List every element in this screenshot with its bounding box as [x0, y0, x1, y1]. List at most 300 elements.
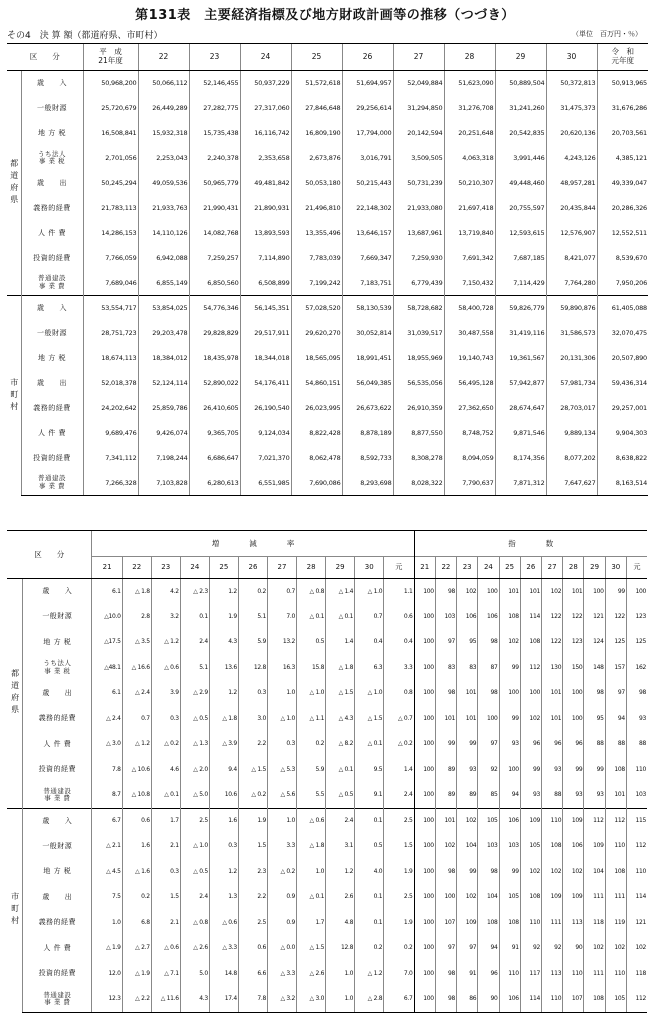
rate-cell: 0.4: [384, 630, 414, 656]
rate-year-header: 25: [209, 557, 238, 579]
rate-cell: 1.0: [267, 681, 296, 707]
index-cell: 100: [435, 885, 456, 911]
value-cell: 8,293,698: [342, 471, 393, 496]
index-cell: 106: [499, 808, 520, 834]
index-cell: 108: [499, 604, 520, 630]
value-cell: 57,981,734: [546, 371, 597, 396]
rate-cell: △ 0.0: [267, 936, 296, 962]
index-cell: 94: [478, 936, 499, 962]
row-label: うち法人 事 業 税: [23, 655, 92, 681]
value-cell: 29,517,911: [240, 321, 291, 346]
rate-cell: 1.3: [209, 885, 238, 911]
rate-cell: 3.9: [151, 681, 180, 707]
index-cell: 97: [605, 681, 626, 707]
index-cell: 88: [541, 783, 562, 809]
rate-cell: △ 1.2: [122, 732, 151, 758]
rate-cell: 7.5: [92, 885, 122, 911]
value-cell: 20,755,597: [495, 196, 546, 221]
rate-cell: △ 1.0: [297, 681, 326, 707]
value-cell: 2,240,378: [189, 146, 240, 171]
value-cell: 26,190,540: [240, 396, 291, 421]
table-row: [7, 446, 648, 471]
rate-cell: 2.5: [384, 885, 414, 911]
rate-cell: △ 1.2: [151, 630, 180, 656]
table-row: [7, 471, 648, 496]
value-cell: 3,991,446: [495, 146, 546, 171]
index-cell: 98: [435, 579, 456, 605]
year-header: 令 和 元年度: [597, 44, 648, 71]
index-cell: 101: [435, 808, 456, 834]
value-cell: 49,481,842: [240, 171, 291, 196]
table-row: [7, 396, 648, 421]
index-cell: 121: [584, 604, 605, 630]
value-cell: 21,890,931: [240, 196, 291, 221]
index-cell: 98: [478, 630, 499, 656]
rate-year-header: 30: [355, 557, 384, 579]
rate-cell: △ 0.1: [326, 757, 355, 783]
group-label: 市町村: [7, 296, 21, 496]
index-cell: 94: [499, 783, 520, 809]
table-row: [7, 987, 647, 1013]
index-cell: 114: [520, 604, 541, 630]
rate-cell: △ 0.6: [151, 655, 180, 681]
index-cell: 100: [414, 630, 435, 656]
table-row: [7, 681, 647, 707]
value-cell: 29,257,001: [597, 396, 648, 421]
row-label: 歳 入: [21, 71, 83, 96]
table-row: [7, 296, 648, 321]
rate-cell: 0.3: [267, 732, 296, 758]
value-cell: 8,028,322: [393, 471, 444, 496]
rate-cell: △ 11.6: [151, 987, 180, 1013]
rate-cell: 0.3: [151, 706, 180, 732]
rate-cell: 0.1: [180, 604, 209, 630]
value-cell: 48,957,281: [546, 171, 597, 196]
value-cell: 7,764,280: [546, 271, 597, 296]
rate-cell: △ 1.8: [326, 655, 355, 681]
value-cell: 21,990,431: [189, 196, 240, 221]
value-cell: 12,576,907: [546, 221, 597, 246]
index-cell: 98: [626, 681, 647, 707]
value-cell: 6,551,985: [240, 471, 291, 496]
value-cell: 49,059,536: [138, 171, 189, 196]
index-cell: 123: [626, 604, 647, 630]
rate-cell: 0.6: [384, 604, 414, 630]
index-cell: 105: [499, 885, 520, 911]
value-cell: 21,496,810: [291, 196, 342, 221]
rate-cell: △ 3.5: [122, 630, 151, 656]
value-cell: 7,783,039: [291, 246, 342, 271]
year-header: 22: [138, 44, 189, 71]
index-cell: 89: [457, 783, 478, 809]
row-label: 人 件 費: [23, 936, 92, 962]
rate-cell: 2.4: [180, 630, 209, 656]
index-cell: 98: [435, 987, 456, 1013]
value-cell: 26,910,359: [393, 396, 444, 421]
rate-cell: 1.9: [209, 604, 238, 630]
index-cell: 102: [563, 859, 584, 885]
value-cell: 21,933,080: [393, 196, 444, 221]
value-cell: 58,130,539: [342, 296, 393, 321]
index-year-header: 25: [499, 557, 520, 579]
value-cell: 52,049,884: [393, 71, 444, 96]
rate-cell: △17.5: [92, 630, 122, 656]
value-cell: 29,203,478: [138, 321, 189, 346]
value-cell: 27,317,060: [240, 96, 291, 121]
row-label: 地 方 税: [21, 121, 83, 146]
value-cell: 31,039,517: [393, 321, 444, 346]
value-cell: 7,669,347: [342, 246, 393, 271]
index-cell: 96: [478, 961, 499, 987]
rate-cell: △ 4.3: [326, 706, 355, 732]
rate-cell: 2.3: [238, 859, 267, 885]
rate-cell: △ 1.5: [355, 706, 384, 732]
rate-cell: 0.9: [267, 910, 296, 936]
rate-year-header: 22: [122, 557, 151, 579]
value-cell: 26,449,289: [138, 96, 189, 121]
index-year-header: 29: [584, 557, 605, 579]
rate-cell: △ 7.1: [151, 961, 180, 987]
value-cell: 59,436,314: [597, 371, 648, 396]
value-cell: 26,673,622: [342, 396, 393, 421]
value-cell: 16,809,190: [291, 121, 342, 146]
index-cell: 112: [605, 808, 626, 834]
index-cell: 114: [626, 885, 647, 911]
table-row: [7, 271, 648, 296]
index-cell: 103: [435, 604, 456, 630]
value-cell: 7,259,257: [189, 246, 240, 271]
rate-cell: △ 2.4: [92, 706, 122, 732]
value-cell: 12,593,615: [495, 221, 546, 246]
row-label: 投資的経費: [21, 246, 83, 271]
value-cell: 52,124,114: [138, 371, 189, 396]
index-cell: 157: [605, 655, 626, 681]
rate-cell: 1.0: [297, 859, 326, 885]
rate-cell: 6.1: [92, 579, 122, 605]
rate-cell: 5.1: [238, 604, 267, 630]
rate-cell: △ 2.4: [122, 681, 151, 707]
value-cell: 50,245,294: [83, 171, 138, 196]
value-cell: 6,779,439: [393, 271, 444, 296]
value-cell: 21,783,113: [83, 196, 138, 221]
table-row: [7, 196, 648, 221]
rate-cell: 1.0: [326, 961, 355, 987]
value-cell: 20,251,648: [444, 121, 495, 146]
year-header: 24: [240, 44, 291, 71]
row-label: 普通建設 事 業 費: [21, 471, 83, 496]
value-cell: 7,259,930: [393, 246, 444, 271]
value-cell: 9,124,034: [240, 421, 291, 446]
value-cell: 4,243,126: [546, 146, 597, 171]
index-cell: 98: [478, 859, 499, 885]
table-row: [7, 706, 647, 732]
rate-cell: 9.1: [355, 783, 384, 809]
value-cell: 29,828,829: [189, 321, 240, 346]
rate-cell: 2.4: [384, 783, 414, 809]
value-cell: 28,751,723: [83, 321, 138, 346]
rate-cell: △ 0.1: [297, 885, 326, 911]
rate-cell: 4.3: [180, 987, 209, 1013]
rate-cell: 0.7: [122, 706, 151, 732]
index-year-header: 21: [414, 557, 435, 579]
table-row: [7, 757, 647, 783]
index-cell: 89: [435, 783, 456, 809]
value-cell: 31,294,850: [393, 96, 444, 121]
index-cell: 100: [563, 706, 584, 732]
value-cell: 13,355,496: [291, 221, 342, 246]
index-cell: 121: [626, 910, 647, 936]
rate-cell: 5.1: [180, 655, 209, 681]
rate-cell: △ 0.6: [151, 936, 180, 962]
rate-cell: △ 3.2: [267, 987, 296, 1013]
index-cell: 100: [414, 655, 435, 681]
value-cell: 20,507,890: [597, 346, 648, 371]
index-cell: 111: [541, 910, 562, 936]
row-label: 一般財源: [23, 604, 92, 630]
table-row: [7, 121, 648, 146]
value-cell: 7,766,059: [83, 246, 138, 271]
value-cell: 8,877,550: [393, 421, 444, 446]
value-cell: 56,145,351: [240, 296, 291, 321]
index-cell: 100: [499, 681, 520, 707]
index-cell: 102: [520, 859, 541, 885]
table-row: [7, 783, 647, 809]
value-cell: 50,066,112: [138, 71, 189, 96]
index-cell: 98: [435, 961, 456, 987]
rate-cell: 15.8: [297, 655, 326, 681]
rate-cell: △ 3.0: [297, 987, 326, 1013]
value-cell: 31,419,116: [495, 321, 546, 346]
value-cell: 7,950,206: [597, 271, 648, 296]
year-header: 29: [495, 44, 546, 71]
rate-cell: △ 1.2: [355, 961, 384, 987]
row-label: 普通建設 事 業 費: [23, 987, 92, 1013]
index-cell: 97: [435, 630, 456, 656]
rate-cell: △ 3.0: [92, 732, 122, 758]
row-label: 投資的経費: [23, 961, 92, 987]
rate-cell: 1.2: [209, 859, 238, 885]
index-cell: 108: [478, 910, 499, 936]
index-cell: 100: [563, 681, 584, 707]
index-cell: 83: [435, 655, 456, 681]
value-cell: 21,697,418: [444, 196, 495, 221]
rate-cell: 2.4: [326, 808, 355, 834]
value-cell: 7,647,627: [546, 471, 597, 496]
index-cell: 102: [457, 885, 478, 911]
rate-cell: 8.7: [92, 783, 122, 809]
value-cell: 18,991,451: [342, 346, 393, 371]
rate-cell: 1.7: [297, 910, 326, 936]
value-cell: 7,687,185: [495, 246, 546, 271]
row-label: 歳 入: [21, 296, 83, 321]
index-cell: 100: [520, 681, 541, 707]
index-cell: 101: [499, 579, 520, 605]
rate-cell: 0.9: [267, 885, 296, 911]
index-cell: 108: [584, 987, 605, 1013]
index-cell: 108: [605, 757, 626, 783]
value-cell: 49,339,047: [597, 171, 648, 196]
value-cell: 7,021,370: [240, 446, 291, 471]
rate-cell: 3.1: [326, 834, 355, 860]
value-cell: 51,694,957: [342, 71, 393, 96]
index-cell: 108: [605, 859, 626, 885]
value-cell: 6,686,647: [189, 446, 240, 471]
value-cell: 7,150,432: [444, 271, 495, 296]
value-cell: 49,448,460: [495, 171, 546, 196]
index-cell: 98: [478, 681, 499, 707]
table-row: [7, 834, 647, 860]
value-cell: 4,063,318: [444, 146, 495, 171]
rate-cell: △ 0.2: [267, 859, 296, 885]
value-cell: 30,052,814: [342, 321, 393, 346]
rate-cell: 2.8: [122, 604, 151, 630]
rate-cell: △ 0.8: [180, 910, 209, 936]
value-cell: 50,210,307: [444, 171, 495, 196]
value-cell: 29,256,614: [342, 96, 393, 121]
index-cell: 110: [541, 987, 562, 1013]
table-row: [7, 171, 648, 196]
row-label: 地 方 税: [23, 630, 92, 656]
row-label: 一般財源: [21, 321, 83, 346]
index-cell: 100: [414, 808, 435, 834]
growth-rate-index-table: [7, 530, 647, 1013]
value-cell: 20,435,844: [546, 196, 597, 221]
rate-year-header: 23: [151, 557, 180, 579]
value-cell: 4,385,121: [597, 146, 648, 171]
value-cell: 13,646,157: [342, 221, 393, 246]
index-cell: 122: [563, 604, 584, 630]
year-header: 23: [189, 44, 240, 71]
index-cell: 100: [478, 706, 499, 732]
index-cell: 112: [584, 808, 605, 834]
rate-cell: 12.8: [326, 936, 355, 962]
value-cell: 28,674,647: [495, 396, 546, 421]
value-cell: 31,475,373: [546, 96, 597, 121]
rate-cell: 5.9: [297, 757, 326, 783]
rate-cell: △ 8.2: [326, 732, 355, 758]
index-cell: 112: [626, 834, 647, 860]
table-row: [7, 71, 648, 96]
index-cell: 118: [626, 961, 647, 987]
value-cell: 6,508,899: [240, 271, 291, 296]
value-cell: 3,016,791: [342, 146, 393, 171]
index-cell: 91: [457, 961, 478, 987]
rate-cell: 1.0: [326, 987, 355, 1013]
value-cell: 20,620,136: [546, 121, 597, 146]
rate-cell: 12.0: [92, 961, 122, 987]
value-cell: 27,282,775: [189, 96, 240, 121]
index-cell: 103: [499, 834, 520, 860]
rate-cell: △ 1.8: [297, 834, 326, 860]
value-cell: 8,539,670: [597, 246, 648, 271]
year-header: 平 成 21年度: [83, 44, 138, 71]
value-cell: 9,365,705: [189, 421, 240, 446]
value-cell: 8,878,189: [342, 421, 393, 446]
rate-cell: 6.1: [92, 681, 122, 707]
rate-year-header: 29: [326, 557, 355, 579]
rate-cell: △ 1.1: [297, 706, 326, 732]
index-cell: 90: [563, 936, 584, 962]
index-cell: 96: [520, 732, 541, 758]
rate-cell: 4.2: [151, 579, 180, 605]
year-header: 25: [291, 44, 342, 71]
rate-year-header: 28: [297, 557, 326, 579]
table-row: [7, 885, 647, 911]
index-cell: 109: [457, 910, 478, 936]
value-cell: 20,542,835: [495, 121, 546, 146]
value-cell: 50,889,504: [495, 71, 546, 96]
index-cell: 99: [520, 757, 541, 783]
value-cell: 9,871,546: [495, 421, 546, 446]
row-label: 義務的経費: [21, 196, 83, 221]
index-cell: 101: [541, 681, 562, 707]
value-cell: 58,728,682: [393, 296, 444, 321]
index-cell: 100: [414, 859, 435, 885]
value-cell: 50,965,779: [189, 171, 240, 196]
row-label: 投資的経費: [21, 446, 83, 471]
index-cell: 124: [584, 630, 605, 656]
value-cell: 25,720,679: [83, 96, 138, 121]
rate-cell: 0.7: [267, 579, 296, 605]
index-cell: 93: [563, 783, 584, 809]
rate-cell: 16.3: [267, 655, 296, 681]
index-cell: 108: [541, 834, 562, 860]
rate-cell: 9.4: [209, 757, 238, 783]
rate-cell: 0.3: [238, 681, 267, 707]
index-header: 指 数: [414, 531, 647, 557]
index-cell: 123: [563, 630, 584, 656]
value-cell: 52,018,378: [83, 371, 138, 396]
value-cell: 17,794,000: [342, 121, 393, 146]
index-cell: 102: [499, 630, 520, 656]
index-cell: 100: [414, 783, 435, 809]
rate-cell: 4.6: [151, 757, 180, 783]
index-cell: 101: [541, 706, 562, 732]
index-cell: 93: [584, 783, 605, 809]
value-cell: 7,103,828: [138, 471, 189, 496]
value-cell: 54,860,151: [291, 371, 342, 396]
rate-cell: △ 0.1: [355, 732, 384, 758]
row-label: 歳 出: [21, 371, 83, 396]
value-cell: 7,341,112: [83, 446, 138, 471]
value-cell: 6,855,149: [138, 271, 189, 296]
rate-cell: 3.3: [384, 655, 414, 681]
index-cell: 106: [563, 834, 584, 860]
index-cell: 110: [626, 757, 647, 783]
index-cell: 101: [435, 706, 456, 732]
rate-year-header: 21: [92, 557, 122, 579]
index-cell: 100: [478, 579, 499, 605]
index-cell: 113: [563, 910, 584, 936]
rate-cell: 0.2: [297, 732, 326, 758]
value-cell: 26,023,995: [291, 396, 342, 421]
index-cell: 88: [626, 732, 647, 758]
value-cell: 9,426,074: [138, 421, 189, 446]
value-cell: 53,854,025: [138, 296, 189, 321]
value-cell: 8,062,478: [291, 446, 342, 471]
rate-cell: 1.5: [238, 834, 267, 860]
rate-cell: △ 1.0: [355, 579, 384, 605]
index-cell: 109: [563, 885, 584, 911]
rate-cell: 7.8: [238, 987, 267, 1013]
index-cell: 122: [541, 630, 562, 656]
index-cell: 108: [520, 630, 541, 656]
value-cell: 26,410,605: [189, 396, 240, 421]
table-row: [7, 421, 648, 446]
index-cell: 99: [435, 732, 456, 758]
rate-cell: 0.1: [355, 910, 384, 936]
rate-cell: 0.2: [238, 579, 267, 605]
